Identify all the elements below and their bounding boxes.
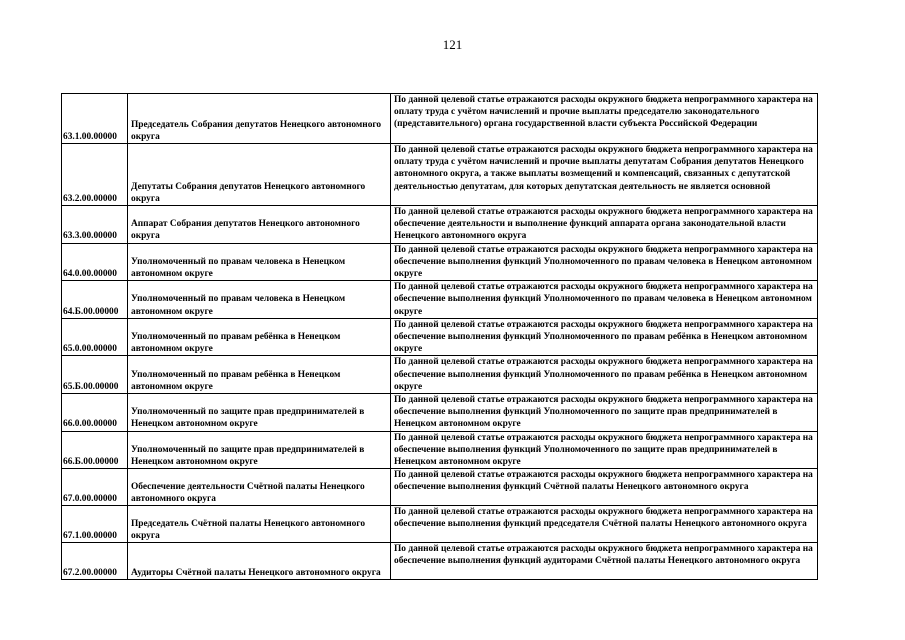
row-code: 64.0.00.00000 xyxy=(62,243,128,281)
table-row xyxy=(62,543,818,580)
row-description: По данной целевой статье отражаются расходы окружного бюджета непрограммного характера на обеспечение выполнения функций Уполномоченного по защите прав предпринимателей в Ненецком автономном округе xyxy=(391,431,818,469)
row-code: 67.2.00.00000 xyxy=(62,543,128,580)
row-code: 66.Б.00.00000 xyxy=(62,431,128,469)
row-description: По данной целевой статье отражаются расходы окружного бюджета непрограммного характера на оплату труда с учётом начислений и прочие выплаты председателю законодательного (представительного) органа государственной власти субъекта Российской Федерации xyxy=(391,94,818,144)
budget-classification-table xyxy=(61,93,818,580)
row-description: По данной целевой статье отражаются расходы окружного бюджета непрограммного характера на обеспечение выполнения функций аудиторами Счётной палаты Ненецкого автономного округа xyxy=(391,543,818,580)
row-name: Уполномоченный по правам человека в Ненецком автономном округе xyxy=(128,281,391,319)
row-description: По данной целевой статье отражаются расходы окружного бюджета непрограммного характера на обеспечение деятельности и выполнение функций аппарата органа законодательной власти Ненецкого автономного округа xyxy=(391,206,818,244)
table-row xyxy=(62,206,818,244)
row-code: 67.0.00.00000 xyxy=(62,469,128,506)
row-code: 63.1.00.00000 xyxy=(62,94,128,144)
row-description: По данной целевой статье отражаются расходы окружного бюджета непрограммного характера на оплату труда с учётом начислений и прочие выплаты депутатам Собрания депутатов Ненецкого автономного округа, а также выплаты возмещений и компенсаций, связанных с депутатской деятельностью депутатам, для которых депутатская деятельность не является основной xyxy=(391,144,818,206)
table-row xyxy=(62,281,818,319)
row-code: 67.1.00.00000 xyxy=(62,506,128,543)
row-code: 64.Б.00.00000 xyxy=(62,281,128,319)
row-name: Председатель Счётной палаты Ненецкого автономного округа xyxy=(128,506,391,543)
row-name: Уполномоченный по правам человека в Ненецком автономном округе xyxy=(128,243,391,281)
table-row xyxy=(62,243,818,281)
table-row xyxy=(62,318,818,356)
row-code: 66.0.00.00000 xyxy=(62,394,128,432)
row-description: По данной целевой статье отражаются расходы окружного бюджета непрограммного характера на обеспечение выполнения функций Уполномоченного по защите прав предпринимателей в Ненецком автономном округе xyxy=(391,394,818,432)
row-name: Уполномоченный по правам ребёнка в Ненецком автономном округе xyxy=(128,318,391,356)
row-name: Председатель Собрания депутатов Ненецкого автономного округа xyxy=(128,94,391,144)
row-name: Уполномоченный по правам ребёнка в Ненецком автономном округе xyxy=(128,356,391,394)
row-name: Аппарат Собрания депутатов Ненецкого автономного округа xyxy=(128,206,391,244)
row-code: 63.2.00.00000 xyxy=(62,144,128,206)
table-row xyxy=(62,469,818,506)
row-description: По данной целевой статье отражаются расходы окружного бюджета непрограммного характера на обеспечение выполнения функций Счётной палаты Ненецкого автономного округа xyxy=(391,469,818,506)
row-name: Уполномоченный по защите прав предпринимателей в Ненецком автономном округе xyxy=(128,431,391,469)
table-row xyxy=(62,356,818,394)
row-description: По данной целевой статье отражаются расходы окружного бюджета непрограммного характера на обеспечение выполнения функций Уполномоченного по правам человека в Ненецком автономном округе xyxy=(391,281,818,319)
table-row xyxy=(62,431,818,469)
row-name: Аудиторы Счётной палаты Ненецкого автономного округа xyxy=(128,543,391,580)
row-description: По данной целевой статье отражаются расходы окружного бюджета непрограммного характера на обеспечение выполнения функций Уполномоченного по правам ребёнка в Ненецком автономном округе xyxy=(391,356,818,394)
table-row xyxy=(62,506,818,543)
row-description: По данной целевой статье отражаются расходы окружного бюджета непрограммного характера на обеспечение выполнения функций Уполномоченного по правам ребёнка в Ненецком автономном округе xyxy=(391,318,818,356)
row-description: По данной целевой статье отражаются расходы окружного бюджета непрограммного характера на обеспечение выполнения функций председателя Счётной палаты Ненецкого автономного округа xyxy=(391,506,818,543)
row-code: 65.0.00.00000 xyxy=(62,318,128,356)
row-name: Уполномоченный по защите прав предпринимателей в Ненецком автономном округе xyxy=(128,394,391,432)
row-name: Депутаты Собрания депутатов Ненецкого автономного округа xyxy=(128,144,391,206)
table-row xyxy=(62,94,818,144)
row-name: Обеспечение деятельности Счётной палаты Ненецкого автономного округа xyxy=(128,469,391,506)
row-description: По данной целевой статье отражаются расходы окружного бюджета непрограммного характера на обеспечение выполнения функций Уполномоченного по правам человека в Ненецком автономном округе xyxy=(391,243,818,281)
page-number: 121 xyxy=(442,37,463,52)
row-code: 65.Б.00.00000 xyxy=(62,356,128,394)
table-row xyxy=(62,144,818,206)
table-row xyxy=(62,394,818,432)
row-code: 63.3.00.00000 xyxy=(62,206,128,244)
